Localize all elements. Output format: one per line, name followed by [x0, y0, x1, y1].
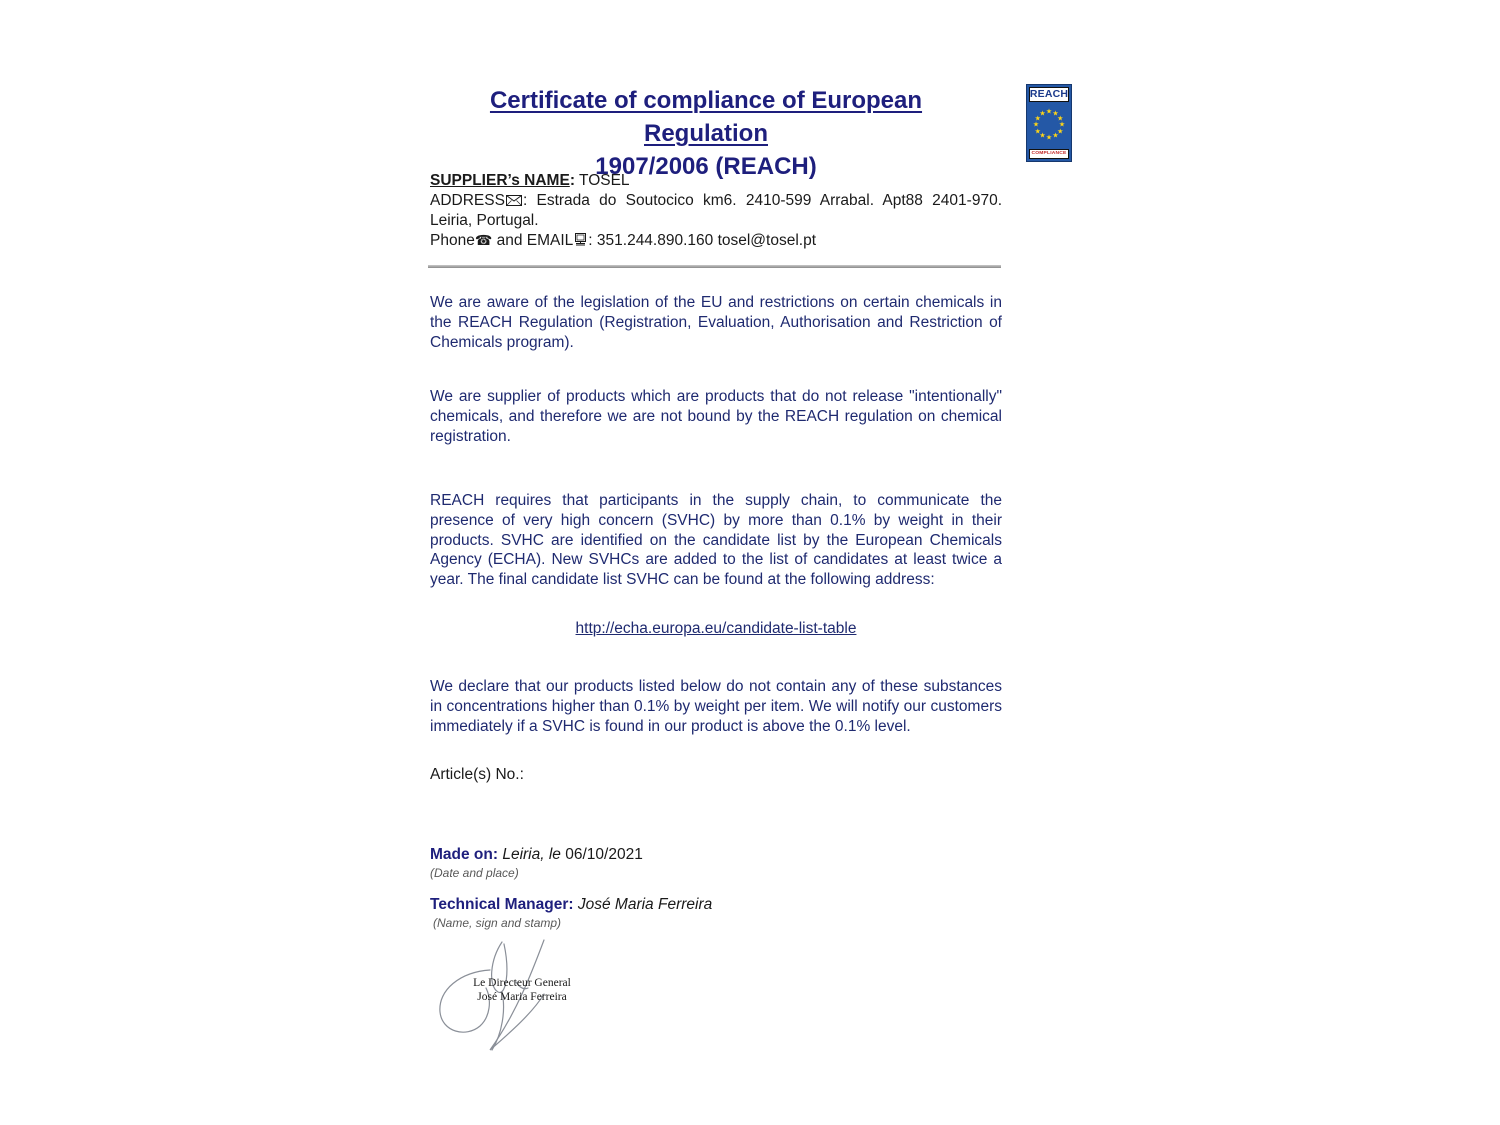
compliance-logo-label: COMPLIANCE	[1029, 149, 1069, 159]
phone-icon: ☎	[474, 232, 493, 249]
contact-value: 351.244.890.160 tosel@tosel.pt	[592, 231, 817, 249]
technical-manager-value: José Maria Ferreira	[573, 896, 713, 913]
reach-compliance-logo	[1026, 84, 1072, 162]
document-title-line1: Certificate of compliance of European Regulation	[489, 87, 923, 147]
paragraph-supplier-statement: We are supplier of products which are products that do not release "intentionally" chemicals, and therefore we are not bound by the REACH regulation on chemical registration.	[430, 388, 1002, 445]
signature-text-line1: Le Directeur General	[473, 977, 571, 989]
technical-manager-line	[430, 895, 1002, 914]
email-label: and EMAIL	[492, 231, 574, 249]
computer-icon	[574, 232, 587, 252]
made-on-line	[430, 845, 1002, 864]
made-on-date: 06/10/2021	[560, 846, 643, 863]
address-colon: :	[522, 191, 528, 209]
document-title	[430, 84, 982, 183]
supplier-name-colon: :	[569, 172, 575, 189]
supplier-contact-line	[430, 231, 1002, 252]
eu-stars-icon: ★ ★ ★ ★ ★ ★ ★ ★ ★ ★ ★ ★	[1032, 108, 1066, 142]
supplier-block	[430, 171, 1002, 251]
signature-text	[462, 976, 582, 1004]
signature-text-line2: José Maria Ferreira	[477, 991, 567, 1003]
contact-colon: :	[588, 231, 593, 249]
made-on-label: Made on:	[430, 846, 499, 863]
phone-label: Phone	[430, 231, 475, 249]
supplier-name-label: SUPPLIER’s NAME	[430, 172, 570, 189]
made-on-block	[430, 845, 1002, 880]
paragraph-reach-requirements: REACH requires that participants in the supply chain, to communicate the presence of very high concern (SVHC) by more than 0.1% by weight in their products. SVHC are identified on the candidate list by the European Chemicals Agency (ECHA). New SVHCs are added to the list of candidates at least twice a year. The final candidate list SVHC can be found at the following address:	[430, 492, 1002, 589]
technical-manager-label: Technical Manager:	[430, 896, 574, 913]
supplier-name-line	[430, 171, 1002, 191]
technical-manager-block	[430, 895, 1002, 930]
reach-logo-label: REACH	[1029, 88, 1069, 101]
articles-no-label: Article(s) No.:	[430, 766, 524, 783]
signature-stamp	[432, 938, 602, 1058]
name-sign-stamp-caption: (Name, sign and stamp)	[433, 916, 562, 930]
address-label: ADDRESS	[430, 191, 505, 209]
paragraph-awareness: We are aware of the legislation of the EU and restrictions on certain chemicals in the REACH Regulation (Registration, Evaluation, Authorisation and Restriction of Chemicals program).	[430, 294, 1002, 351]
made-on-place: Leiria, le	[498, 846, 561, 863]
supplier-name-value: TOSEL	[574, 172, 630, 189]
section-divider	[428, 265, 1001, 268]
date-place-caption: (Date and place)	[430, 866, 519, 880]
candidate-list-link[interactable]: http://echa.europa.eu/candidate-list-table	[575, 620, 857, 637]
envelope-icon	[506, 192, 522, 212]
candidate-list-link-row	[430, 620, 1002, 638]
supplier-address-line	[430, 191, 1002, 231]
paragraph-declaration: We declare that our products listed below do not contain any of these substances in concentrations higher than 0.1% by weight per item. We will notify our customers immediately if a SVHC is found in our product is above the 0.1% level.	[430, 678, 1002, 735]
address-value: Estrada do Soutocico km6. 2410-599 Arrabal. Apt88 2401-970. Leiria, Portugal.	[430, 191, 1002, 229]
document-title-line2: 1907/2006 (REACH)	[595, 153, 817, 180]
